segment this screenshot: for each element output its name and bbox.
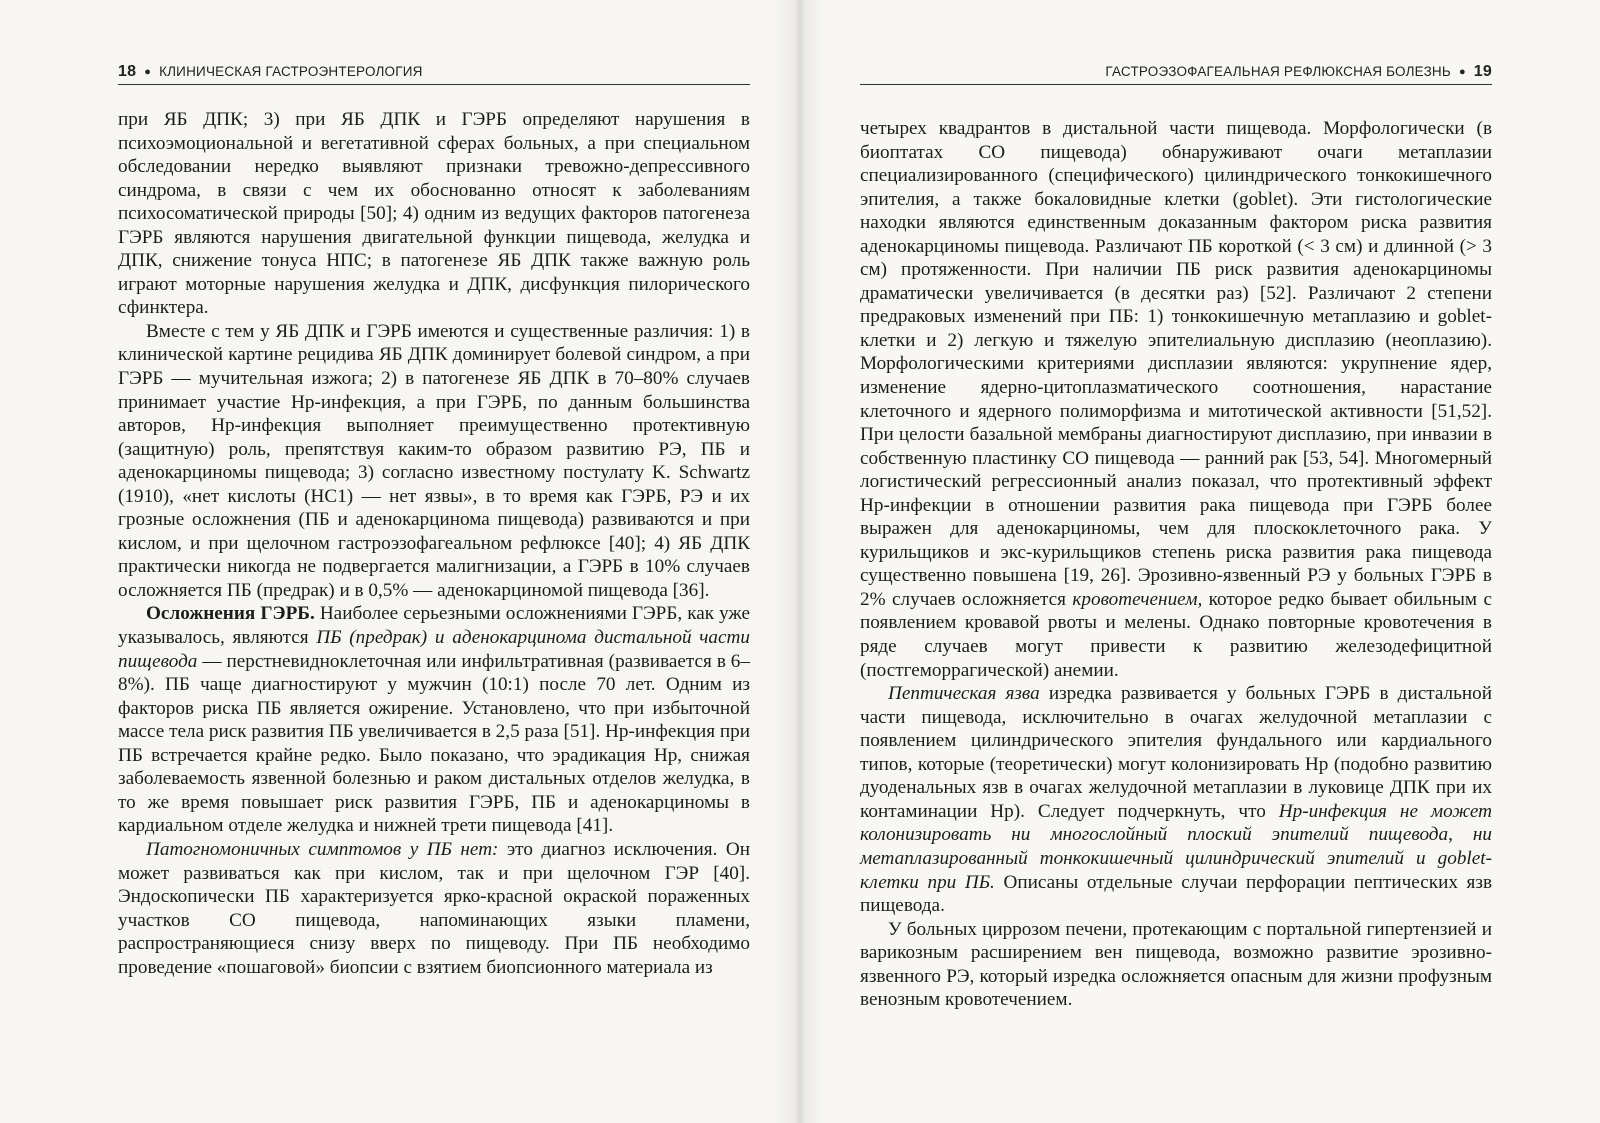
right-running-header xyxy=(860,63,1492,85)
right-paragraph-1-text-b: которое редко бывает обильным с появлением кровавой рвоты и мелены. Однако повторные кровотечения в ряде случаев могут привести к развитию железодефицитной (постгеморрагической) анемии. xyxy=(860,588,1492,681)
right-running-title: ГАСТРОЭЗОФАГЕАЛЬНАЯ РЕФЛЮКСНАЯ БОЛЕЗНЬ xyxy=(1105,64,1451,79)
right-paragraph-1 xyxy=(860,117,1492,682)
right-page-number: 19 xyxy=(1473,63,1492,80)
right-paragraph-1-text-a: четырех квадрантов в дистальной части пищевода. Морфологически (в биоптатах СО пищевода) обнаруживают очаги метаплазии специализированного (специфического) цилиндрического тонкокишечного эпителия, а также бокаловидные клетки (goblet). Эти гистологические находки являются единственным доказанным фактором риска развития аденокарциномы пищевода. Различают ПБ короткой (< 3 см) и длинной (> 3 см) протяженности. При наличии ПБ риск развития аденокарциномы драматически увеличивается (в десятки раз) [52]. Различают 2 степени предраковых изменений при ПБ: 1) тонкокишечную метаплазию и goblet-клетки и 2) легкую и тяжелую эпителиальную дисплазию (неоплазию). Морфологическими критериями дисплазии являются: укрупнение ядер, изменение ядерно-цитоплазматического соотношения, нарастание клеточного и ядерного полиморфизма и митотической активности [51,52]. При целости базальной мембраны диагностируют дисплазию, при инвазии в собственную пластинку СО пищевода — ранний рак [53, 54]. Многомерный логистический регрессионный анализ показал, что протективный эффект Нр-инфекции в отношении развития рака пищевода при ГЭРБ более выражен для аденокарциномы, чем для плоскоклеточного рака. У курильщиков и экс-курильщиков степень риска развития рака пищевода существенно повышена [19, 26]. Эрозивно-язвенный РЭ у больных ГЭРБ в 2% случаев осложняется xyxy=(860,118,1492,610)
left-paragraph-3-italic: ПБ (предрак) и аденокарцинома дистальной части пищевода xyxy=(118,627,750,672)
right-paragraph-2-text-a: изредка развивается у больных ГЭРБ в дистальной части пищевода, исключительно в очагах желудочной метаплазии с появлением цилиндрического эпителия фундального или кардиального типов, которые (теоретически) могут колонизировать Нр (подобно развитию дуоденальных язв в очагах желудочной метаплазии в луковице ДПК при их контаминации Нр). Следует подчеркнуть, что xyxy=(860,683,1492,822)
left-running-title: КЛИНИЧЕСКАЯ ГАСТРОЭНТЕРОЛОГИЯ xyxy=(159,64,423,79)
left-text-column xyxy=(118,108,750,979)
right-text-column xyxy=(860,117,1492,1012)
right-paragraph-2-text-b: Описаны отдельные случаи перфорации пептических язв пищевода. xyxy=(860,871,1492,917)
left-paragraph-4-italic-lead: Патогномоничных симптомов у ПБ нет: xyxy=(146,838,499,860)
left-paragraph-1: при ЯБ ДПК; 3) при ЯБ ДПК и ГЭРБ определяют нарушения в психоэмоциональной и вегетативной сферах больных, а при специальном обследовании нередко выявляют признаки тревожно-депрессивного синдрома, в связи с чем их обоснованно относят к заболеваниям психосоматической природы [50]; 4) одним из ведущих факторов патогенеза ГЭРБ являются нарушения двигательной функции пищевода, желудка и ДПК, снижение тонуса НПС; в патогенезе ЯБ ДПК также важную роль играют моторные нарушения желудка и ДПК, дисфункция пилорического сфинктера. xyxy=(118,109,750,319)
bullet-icon: ● xyxy=(144,66,152,78)
left-page-number: 18 xyxy=(118,63,137,80)
right-paragraph-3: У больных циррозом печени, протекающим с портальной гипертензией и варикозным расширением вен пищевода, возможно развитие эрозивно-язвенного РЭ, который изредка осложняется опасным для жизни профузным венозным кровотечением. xyxy=(860,918,1492,1011)
left-running-header xyxy=(118,63,750,85)
right-paragraph-2 xyxy=(860,682,1492,917)
left-paragraph-3-text-a: Наиболее серьезными осложнениями ГЭРБ, как уже указывалось, являются xyxy=(118,603,750,649)
left-paragraph-3-text-b: — перстневидноклеточная или инфильтративная (развивается в 6–8%). ПБ чаще диагностируют у мужчин (10:1) после 70 лет. Одним из факторов риска ПБ является ожирение. Установлено, что при избыточной массе тела риск развития ПБ увеличивается в 2,5 раза [51]. Нр-инфекция при ПБ встречается крайне редко. Было показано, что эрадикация Нр, снижая заболеваемость язвенной болезнью и раком дистальных отделов желудка, в то же время повышает риск развития ГЭРБ, ПБ и аденокарциномы в кардиальном отделе желудка и нижней трети пищевода [41]. xyxy=(118,650,750,837)
right-page xyxy=(800,0,1600,1123)
book-gutter-shadow xyxy=(775,0,825,1123)
left-paragraph-2: Вместе с тем у ЯБ ДПК и ГЭРБ имеются и существенные различия: 1) в клинической картине рецидива ЯБ ДПК доминирует болевой синдром, а при ГЭРБ — мучительная изжога; 2) в патогенезе ЯБ ДПК в 70–80% случаев принимает участие Нр-инфекция, а при ГЭРБ, по данным большинства авторов, Нр-инфекция выполняет преимущественно протективную (защитную) роль, препятствуя каким-то образом развитию РЭ, ПБ и аденокарциномы пищевода; 3) согласно известному постулату K. Schwartz (1910), «нет кислоты (НС1) — нет язвы», в то время как ГЭРБ, РЭ и их грозные осложнения (ПБ и аденокарцинома пищевода) развиваются и при кислом, и при щелочном гастроэзофагеальном рефлюксе [40]; 4) ЯБ ДПК практически никогда не подвергается малигнизации, а ГЭРБ в 10% случаев осложняется ПБ (предрак) и в 0,5% — аденокарциномой пищевода [36]. xyxy=(118,320,750,601)
right-paragraph-1-italic: кровотечением, xyxy=(1072,588,1203,610)
section-heading-complications: Осложнения ГЭРБ. xyxy=(146,603,315,625)
right-paragraph-2-italic-lead: Пептическая язва xyxy=(888,683,1040,705)
left-paragraph-3 xyxy=(118,602,750,837)
left-paragraph-4-text: это диагноз исключения. Он может развиваться как при кислом, так и при щелочном ГЭР [40]. Эндоскопически ПБ характеризуется ярко-красной окраской пораженных участков СО пищевода, напоминающих языки пламени, распространяющиеся снизу вверх по пищеводу. При ПБ необходимо проведение «пошаговой» биопсии с взятием биопсионного материала из xyxy=(118,838,750,978)
left-paragraph-4 xyxy=(118,838,750,979)
bullet-icon: ● xyxy=(1458,66,1466,78)
right-paragraph-2-italic: Нр-инфекция не может колонизировать ни многослойный плоский эпителий пищевода, ни метаплазированный тонкокишечный цилиндрический эпителий и goblet-клетки при ПБ. xyxy=(860,800,1492,893)
